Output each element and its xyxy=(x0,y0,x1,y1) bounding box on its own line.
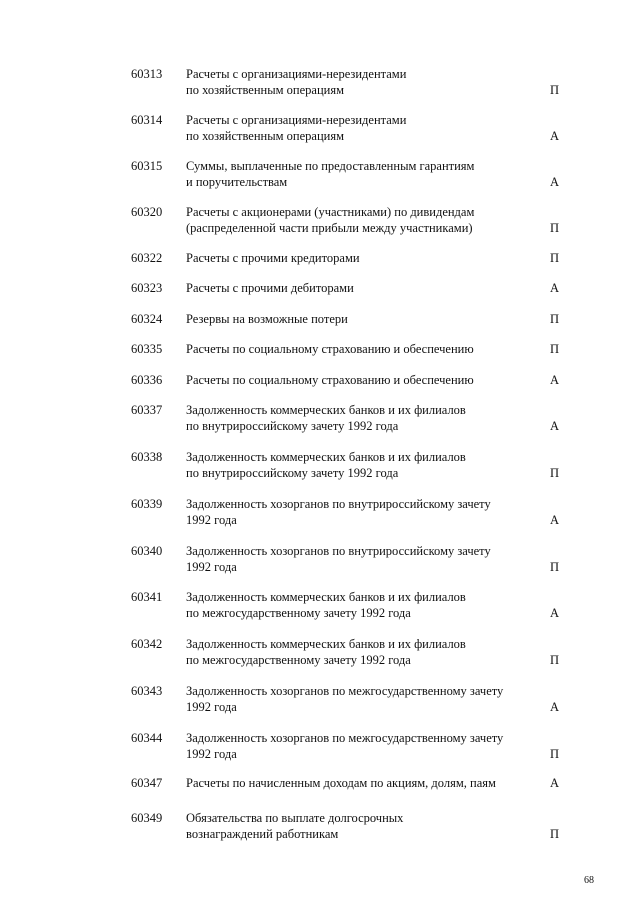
account-description-line: Расчеты по социальному страхованию и обеспечению xyxy=(186,373,474,387)
account-code: 60313 xyxy=(131,67,163,81)
account-description xyxy=(186,402,528,434)
account-description-line: 1992 года xyxy=(186,513,237,527)
account-type: П xyxy=(550,560,560,574)
account-description-line: Задолженность хозорганов по межгосударственному зачету xyxy=(186,731,504,745)
account-description-line: Расчеты с прочими дебиторами xyxy=(186,281,354,295)
account-description-line: по внутрироссийскому зачету 1992 года xyxy=(186,466,399,480)
account-description-line: Задолженность хозорганов по внутрироссийскому зачету xyxy=(186,497,491,511)
account-description-line: Задолженность хозорганов по межгосударственному зачету xyxy=(186,684,504,698)
account-type: А xyxy=(550,281,560,295)
account-description xyxy=(186,280,528,296)
account-description xyxy=(186,250,528,266)
account-description-line: Суммы, выплаченные по предоставленным гарантиям xyxy=(186,159,475,173)
account-code: 60342 xyxy=(131,637,163,651)
account-description-line: по хозяйственным операциям xyxy=(186,129,344,143)
account-description-line: Обязательства по выплате долгосрочных xyxy=(186,811,404,825)
account-type: А xyxy=(550,373,560,387)
account-type: П xyxy=(550,653,560,667)
account-description-line: Расчеты с акционерами (участниками) по дивидендам xyxy=(186,205,475,219)
account-description-line: по хозяйственным операциям xyxy=(186,83,344,97)
account-type: П xyxy=(550,747,560,761)
account-description xyxy=(186,810,528,842)
account-code: 60320 xyxy=(131,205,163,219)
account-description-line: Задолженность коммерческих банков и их филиалов xyxy=(186,590,466,604)
account-description xyxy=(186,158,528,190)
account-description-line: (распределенной части прибыли между участниками) xyxy=(186,221,473,235)
account-type: А xyxy=(550,419,560,433)
account-type: П xyxy=(550,312,560,326)
account-description-line: Расчеты по социальному страхованию и обеспечению xyxy=(186,342,474,356)
account-description xyxy=(186,730,528,762)
account-type: П xyxy=(550,83,560,97)
account-type: А xyxy=(550,606,560,620)
account-description-line: Задолженность коммерческих банков и их филиалов xyxy=(186,403,466,417)
account-description-line: Расчеты по начисленным доходам по акциям, долям, паям xyxy=(186,776,496,790)
account-description xyxy=(186,589,528,621)
account-code: 60343 xyxy=(131,684,163,698)
account-description-line: Расчеты с прочими кредиторами xyxy=(186,251,360,265)
account-description-line: 1992 года xyxy=(186,747,237,761)
account-description-line: 1992 года xyxy=(186,560,237,574)
account-code: 60340 xyxy=(131,544,163,558)
account-description-line: по межгосударственному зачету 1992 года xyxy=(186,653,411,667)
account-code: 60324 xyxy=(131,312,163,326)
account-code: 60336 xyxy=(131,373,163,387)
account-code: 60339 xyxy=(131,497,163,511)
page-number: 68 xyxy=(584,875,594,886)
account-description-line: 1992 года xyxy=(186,700,237,714)
account-code: 60347 xyxy=(131,776,163,790)
account-type: П xyxy=(550,342,560,356)
account-type: А xyxy=(550,776,560,790)
account-description-line: Расчеты с организациями-нерезидентами xyxy=(186,113,407,127)
account-code: 60337 xyxy=(131,403,163,417)
account-type: П xyxy=(550,251,560,265)
account-description xyxy=(186,204,528,236)
account-code: 60335 xyxy=(131,342,163,356)
account-type: А xyxy=(550,700,560,714)
account-description-line: Задолженность хозорганов по внутрироссийскому зачету xyxy=(186,544,491,558)
account-description-line: по внутрироссийскому зачету 1992 года xyxy=(186,419,399,433)
account-type: А xyxy=(550,513,560,527)
account-code: 60341 xyxy=(131,590,163,604)
account-description xyxy=(186,496,528,528)
account-code: 60315 xyxy=(131,159,163,173)
account-description-line: вознаграждений работникам xyxy=(186,827,339,841)
account-type: П xyxy=(550,221,560,235)
account-description-line: Резервы на возможные потери xyxy=(186,312,348,326)
account-description-line: и поручительствам xyxy=(186,175,288,189)
account-description xyxy=(186,372,528,388)
account-description-line: Задолженность коммерческих банков и их филиалов xyxy=(186,637,466,651)
account-type: А xyxy=(550,175,560,189)
account-description xyxy=(186,66,528,98)
account-description-line: Расчеты с организациями-нерезидентами xyxy=(186,67,407,81)
account-description xyxy=(186,341,528,357)
account-description xyxy=(186,543,528,575)
account-type: П xyxy=(550,827,560,841)
account-type: П xyxy=(550,466,560,480)
account-code: 60323 xyxy=(131,281,163,295)
account-code: 60314 xyxy=(131,113,163,127)
account-description-line: Задолженность коммерческих банков и их филиалов xyxy=(186,450,466,464)
account-type: А xyxy=(550,129,560,143)
account-code: 60344 xyxy=(131,731,163,745)
account-description xyxy=(186,449,528,481)
account-description xyxy=(186,112,528,144)
account-description xyxy=(186,636,528,668)
account-code: 60322 xyxy=(131,251,163,265)
account-code: 60338 xyxy=(131,450,163,464)
account-description xyxy=(186,775,528,791)
account-code: 60349 xyxy=(131,811,163,825)
account-description xyxy=(186,683,528,715)
account-description-line: по межгосударственному зачету 1992 года xyxy=(186,606,411,620)
account-description xyxy=(186,311,528,327)
